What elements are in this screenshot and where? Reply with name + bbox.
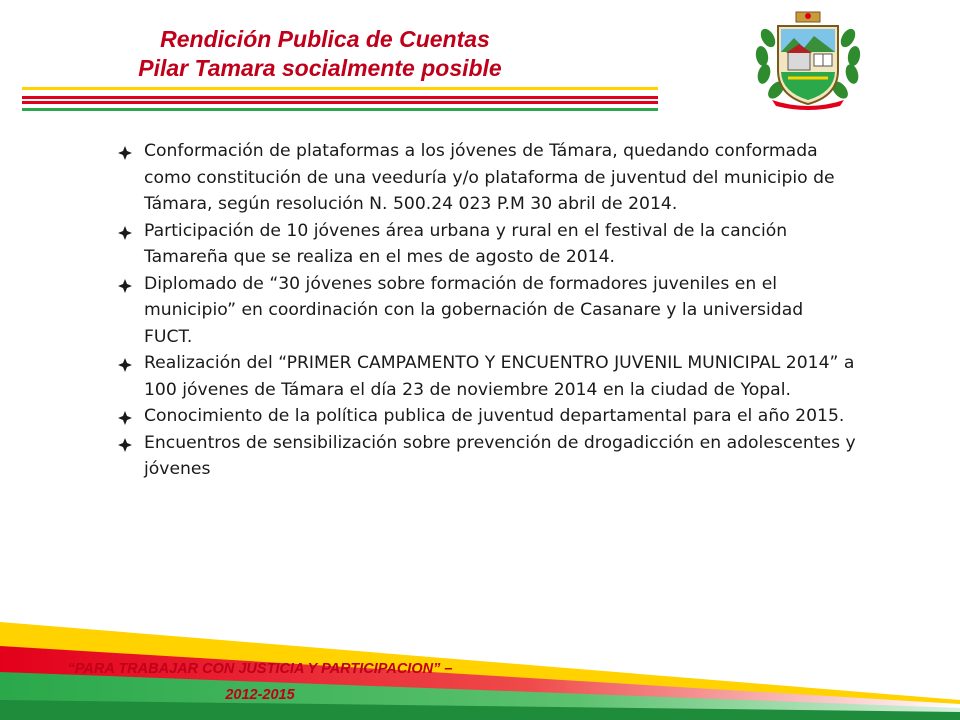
- footer-years: 2012-2015: [225, 687, 295, 703]
- diamond-bullet-icon: [118, 226, 132, 240]
- diamond-bullet-icon: [118, 279, 132, 293]
- bullet-text: Diplomado de “30 jóvenes sobre formación de formadores juveniles en el municipio” en coordinación con la gobernación de Casanare y la universidad FUCT.: [144, 273, 804, 347]
- list-item: [116, 138, 856, 218]
- diamond-bullet-icon: [118, 358, 132, 372]
- diamond-bullet-icon: [118, 411, 132, 425]
- bullet-text: Conformación de plataformas a los jóvenes de Támara, quedando conformada como constitución de una veeduría y/o plataforma de juventud del municipio de Támara, según resolución N. 500.24 023 P.M 30 abril de 2014.: [144, 141, 835, 214]
- bullet-text: Realización del “PRIMER CAMPAMENTO Y ENCUENTRO JUVENIL MUNICIPAL 2014” a 100 jóvenes de Támara el día 23 de noviembre 2014 en la ciudad de Yopal.: [144, 353, 855, 400]
- bullet-list: [116, 138, 856, 483]
- municipal-coat-of-arms-icon: [748, 8, 868, 110]
- footer-slogan: [0, 656, 520, 708]
- list-item: [116, 271, 856, 351]
- bullet-text: Encuentros de sensibilización sobre prevención de drogadicción en adolescentes y jóvenes: [144, 432, 856, 479]
- title-line-2: Pilar Tamara socialmente posible: [138, 55, 502, 81]
- stripe-yellow: [22, 87, 658, 90]
- title-line-1: Rendición Publica de Cuentas: [160, 26, 490, 52]
- bullet-text: Conocimiento de la política publica de juventud departamental para el año 2015.: [144, 406, 845, 426]
- stripe-green: [22, 108, 658, 111]
- list-item: [116, 218, 856, 271]
- list-item: [116, 403, 856, 430]
- bullet-text: Participación de 10 jóvenes área urbana y rural en el festival de la canción Tamareña que se realiza en el mes de agosto de 2014.: [144, 220, 788, 267]
- diamond-bullet-icon: [118, 438, 132, 452]
- stripe-red-1: [22, 96, 658, 99]
- stripe-red-2: [22, 101, 658, 104]
- footer-slogan-line: “PARA TRABAJAR CON JUSTICIA Y PARTICIPACION” –: [67, 661, 453, 677]
- list-item: [116, 350, 856, 403]
- list-item: [116, 430, 856, 483]
- diamond-bullet-icon: [118, 146, 132, 160]
- slide-title: [0, 24, 640, 82]
